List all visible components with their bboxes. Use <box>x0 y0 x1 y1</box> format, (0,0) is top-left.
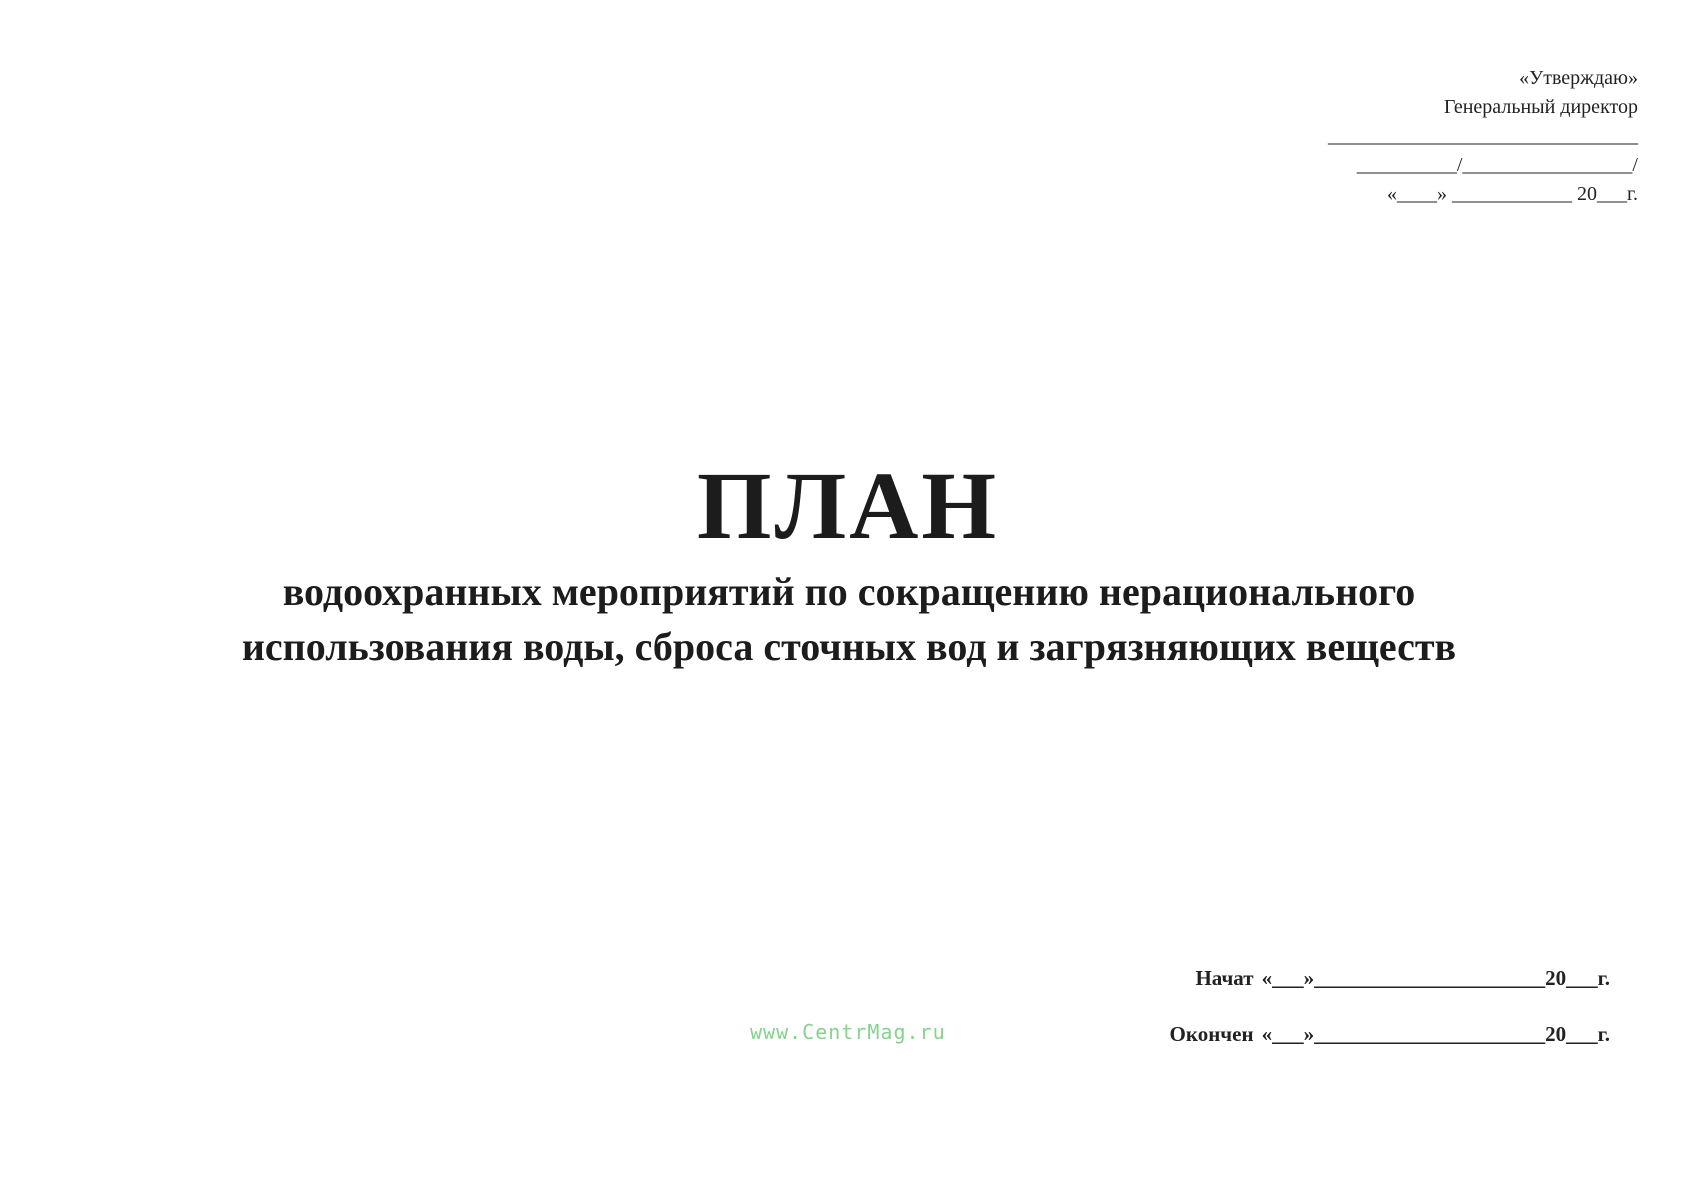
approval-block <box>1218 64 1638 209</box>
start-date-value: «___»______________________20___г. <box>1261 966 1610 990</box>
approval-name-line: __________/_________________/ <box>1356 154 1638 176</box>
start-label: Начат <box>1195 966 1254 990</box>
approval-signature-line: _______________________________ <box>1328 125 1638 147</box>
start-date-row <box>1090 950 1610 1006</box>
document-title: ПЛАН <box>696 452 1000 559</box>
approval-heading: «Утверждаю» <box>1519 67 1638 89</box>
subtitle-line-2: использования воды, сброса сточных вод и загрязняющих веществ <box>241 624 1457 670</box>
document-subtitle <box>0 564 1698 674</box>
approval-date-line: «____» ____________ 20___г. <box>1387 183 1638 205</box>
watermark: www.CentrMag.ru <box>750 1020 946 1044</box>
approval-position: Генеральный директор <box>1443 96 1638 118</box>
end-date-row <box>1090 1006 1610 1062</box>
subtitle-line-1: водоохранных мероприятий по сокращению нерационального <box>282 569 1416 614</box>
end-label: Окончен <box>1169 1022 1254 1046</box>
title-block <box>0 452 1698 674</box>
dates-block <box>1090 950 1610 1062</box>
end-date-value: «___»______________________20___г. <box>1261 1022 1610 1046</box>
